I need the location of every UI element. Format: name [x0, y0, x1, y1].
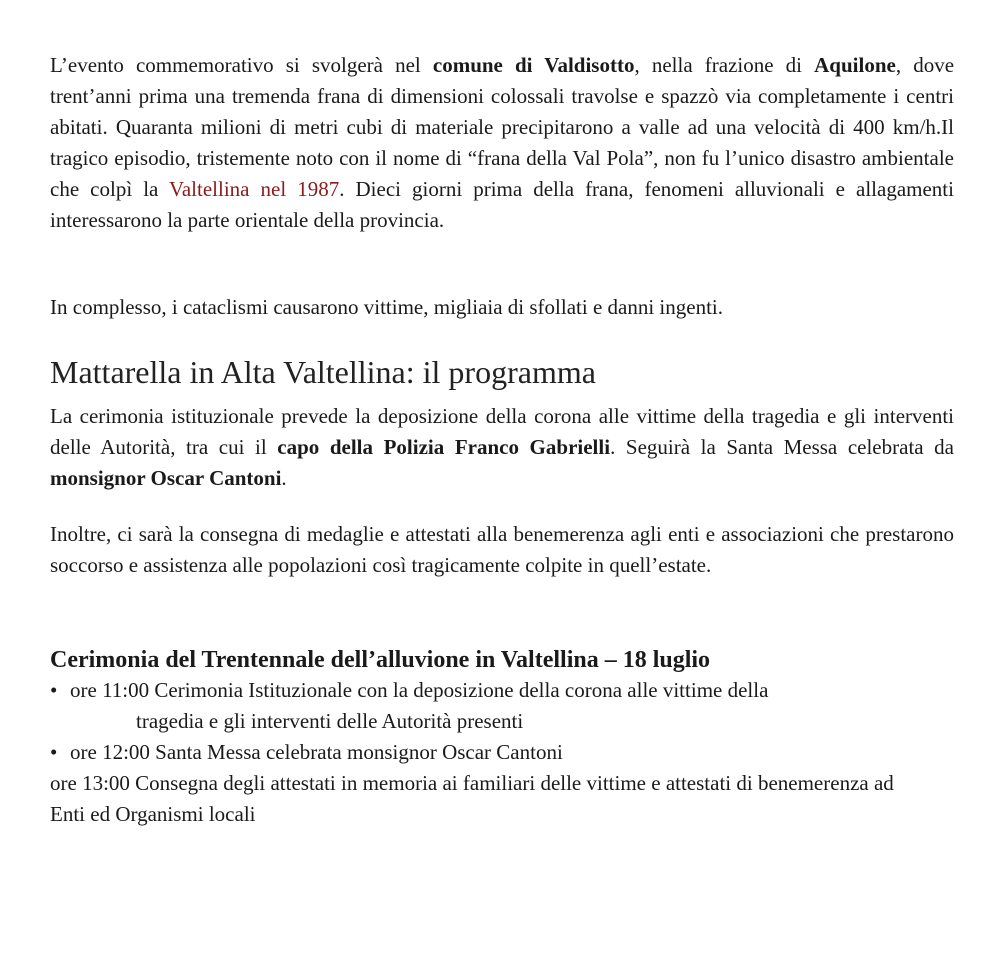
summary-paragraph: In complesso, i cataclismi causarono vittime, migliaia di sfollati e danni ingenti. — [50, 295, 724, 319]
p1-text-1: L’evento commemorativo si svolgerà nel — [50, 53, 433, 77]
p1-text-3: , dove trent’anni prima una tremenda frana di dimensioni colossali travolse e spazzò via completamente i centri abitati. Quaranta milioni di metri cubi di materiale precipitarono a valle ad una velocità di 400 km/h.Il tragico episodio, tristemente noto con il nome di “frana della Val Pola”, non fu l’unico disastro ambientale che colpì la — [50, 53, 955, 201]
bullet-icon: • — [50, 678, 58, 702]
schedule-list — [50, 675, 954, 830]
schedule-item-1100-line1: ore 11:00 Cerimonia Istituzionale con la deposizione della corona alle vittime della — [70, 678, 769, 702]
schedule-item-1100 — [50, 675, 954, 737]
intro-paragraph — [50, 50, 954, 236]
p3-bold-cantoni: monsignor Oscar Cantoni — [50, 466, 282, 490]
schedule-item-1200 — [50, 737, 954, 768]
p1-bold-aquilone: Aquilone — [814, 53, 896, 77]
p1-text-2: , nella frazione di — [634, 53, 815, 77]
medals-paragraph: Inoltre, ci sarà la consegna di medaglie e attestati alla benemerenza agli enti e associazioni che prestarono soccorso e assistenza alle popolazioni così tragicamente colpite in quell’estate. — [50, 522, 954, 577]
program-heading: Mattarella in Alta Valtellina: il programma — [50, 354, 596, 390]
bullet-icon: • — [50, 740, 58, 764]
schedule-item-1300: ore 13:00 Consegna degli attestati in memoria ai familiari delle vittime e attestati di benemerenza ad Enti ed Organismi locali — [50, 771, 894, 826]
p3-text-1: La cerimonia istituzionale prevede la deposizione della corona alle vittime della tragedia e gli interventi delle Autorità, tra cui il — [50, 404, 954, 459]
schedule-heading: Cerimonia del Trentennale dell’alluvione in Valtellina – 18 luglio — [50, 647, 711, 673]
p3-text-2: . Seguirà la Santa Messa celebrata da — [610, 435, 954, 459]
ceremony-paragraph — [50, 401, 954, 494]
p3-text-3: . — [281, 466, 287, 490]
valtellina-1987-link[interactable]: Valtellina nel 1987 — [169, 177, 340, 201]
schedule-item-1100-line2: tragedia e gli interventi delle Autorità presenti — [136, 709, 524, 733]
p1-bold-valdisotto: comune di Valdisotto — [432, 53, 635, 77]
p3-bold-gabrielli: capo della Polizia Franco Gabrielli — [277, 435, 611, 459]
schedule-item-1200-text: ore 12:00 Santa Messa celebrata monsignor Oscar Cantoni — [70, 740, 563, 764]
p1-text-4: . Dieci giorni prima della frana, fenomeni alluvionali e allagamenti interessarono la parte orientale della provincia. — [50, 177, 954, 232]
